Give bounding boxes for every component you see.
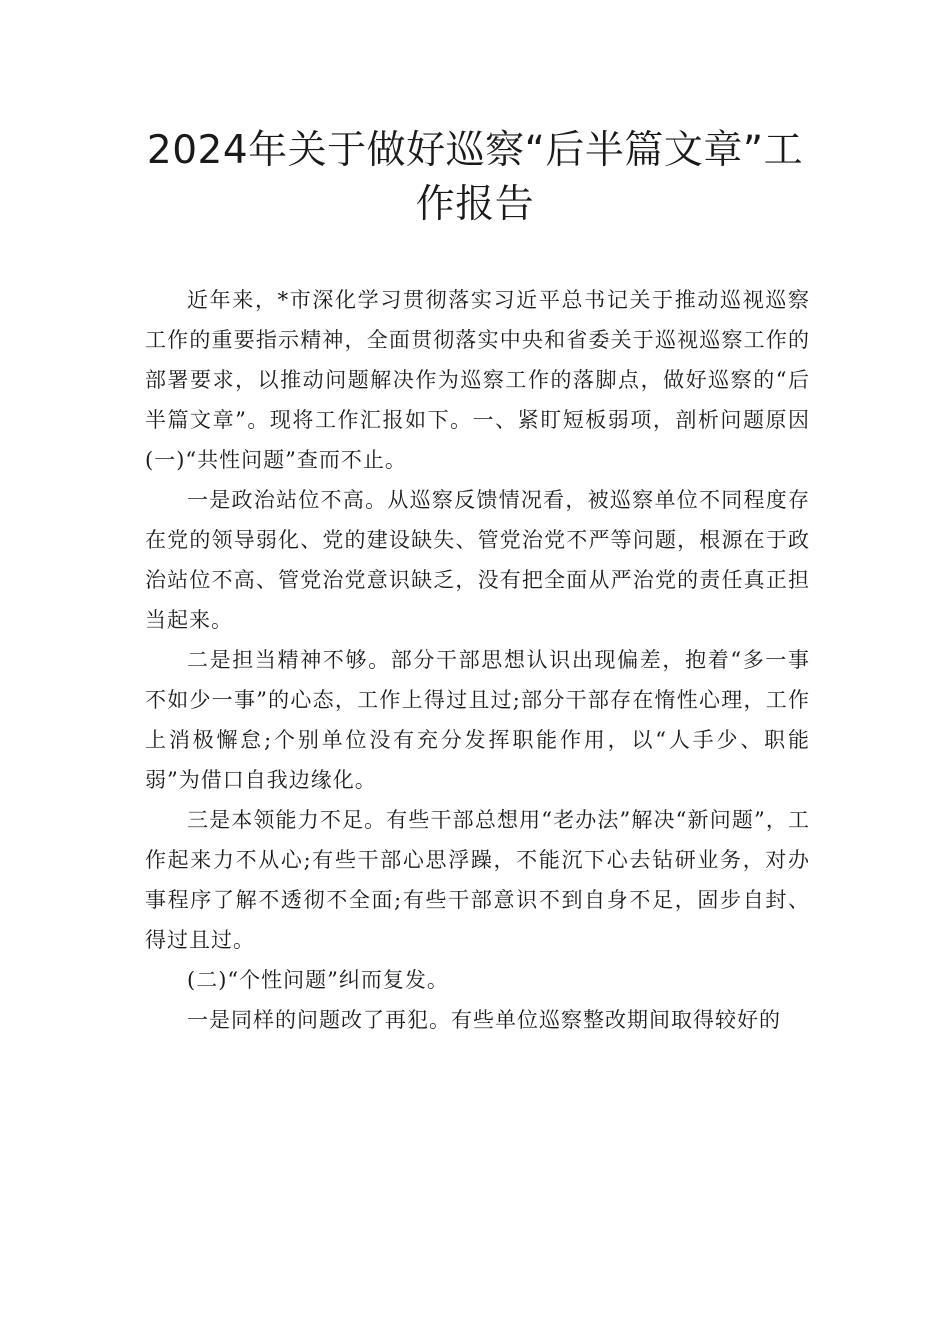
paragraph-capability: 三是本领能力不足。有些干部总想用“老办法”解决“新问题”，工作起来力不从心;有些干部心思浮躁，不能沉下心去钻研业务，对办事程序了解不透彻不全面;有些干部意识不到自身不足，固步自封、得过且过。 (145, 808, 810, 952)
document-body (145, 280, 854, 1040)
paragraph-political-stance: 一是政治站位不高。从巡察反馈情况看，被巡察单位不同程度存在党的领导弱化、党的建设缺失、管党治党不严等问题，根源在于政治站位不高、管党治党意识缺乏，没有把全面从严治党的责任真正担当起来。 (145, 488, 810, 632)
paragraph-responsibility: 二是担当精神不够。部分干部思想认识出现偏差，抱着“多一事不如少一事”的心态，工作上得过且过;部分干部存在惰性心理，工作上消极懈怠;个别单位没有充分发挥职能作用，以“人手少、职能弱”为借口自我边缘化。 (145, 648, 810, 792)
paragraph-repeated-issues: 一是同样的问题改了再犯。有些单位巡察整改期间取得较好的 (187, 1008, 781, 1032)
document-title: 2024年关于做好巡察“后半篇文章”工作报告 (146, 128, 804, 227)
section-heading-individual-issues: (二)“个性问题”纠而复发。 (187, 968, 449, 992)
paragraph-intro: 近年来，*市深化学习贯彻落实习近平总书记关于推动巡视巡察工作的重要指示精神，全面贯彻落实中央和省委关于巡视巡察工作的部署要求，以推动问题解决作为巡察工作的落脚点，做好巡察的“后半篇文章”。现将工作汇报如下。一、紧盯短板弱项，剖析问题原因 (一)“共性问题”查而不止。 (145, 288, 854, 472)
